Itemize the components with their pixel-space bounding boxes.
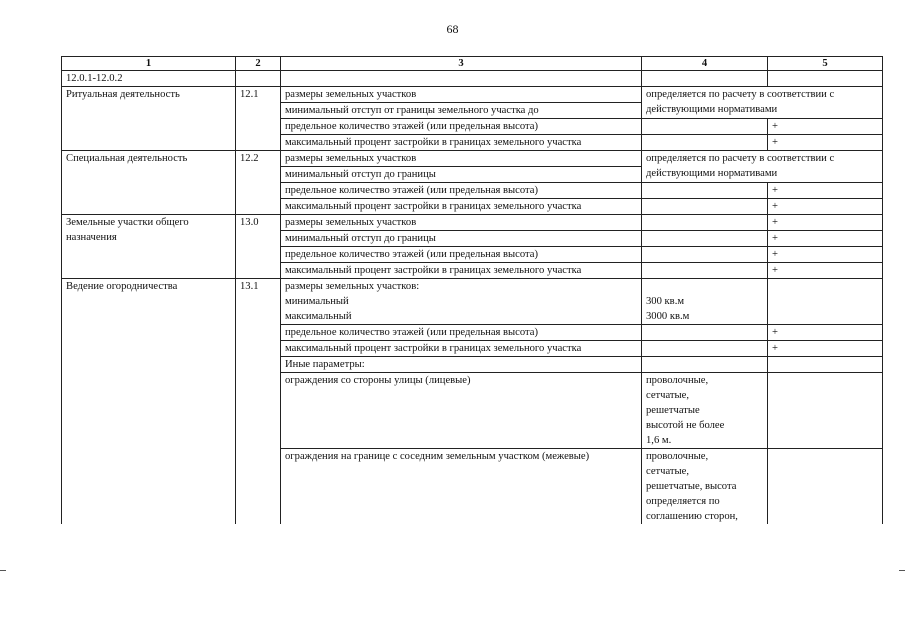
param-cell: размеры земельных участков	[281, 87, 642, 103]
param-cell: максимальный процент застройки в границах земельного участка	[281, 135, 642, 151]
use-code-cell: 12.1	[236, 87, 281, 151]
header-col-2: 2	[236, 57, 281, 71]
param-cell: размеры земельных участков	[281, 215, 642, 231]
page-number: 68	[446, 22, 459, 36]
header-col-5: 5	[768, 57, 883, 71]
value-cell	[642, 215, 768, 231]
mark-cell	[768, 357, 883, 373]
size-min-label: минимальный	[285, 296, 349, 307]
merged-value-cell: определяется по расчету в соответствии с действующими нормативами	[642, 151, 883, 183]
value-cell	[642, 119, 768, 135]
param-cell: минимальный отступ до границы	[281, 231, 642, 247]
value-cell	[642, 263, 768, 279]
fence-value-cell	[642, 373, 768, 449]
use-code-cell: 13.0	[236, 215, 281, 279]
table-row	[62, 215, 883, 231]
table-row	[62, 279, 883, 325]
value-cell	[642, 247, 768, 263]
mark-cell: +	[768, 325, 883, 341]
fence-value-line: сетчатые,	[646, 390, 690, 401]
crop-mark	[0, 570, 6, 571]
table-row	[62, 71, 883, 87]
use-name-cell: Ведение огородничества	[62, 279, 236, 525]
carry-code-cell: 12.0.1-12.0.2	[62, 71, 236, 87]
header-col-4: 4	[642, 57, 768, 71]
size-label: размеры земельных участков:	[285, 281, 420, 292]
param-cell: максимальный процент застройки в границах земельного участка	[281, 341, 642, 357]
table-row	[62, 87, 883, 103]
mark-cell: +	[768, 135, 883, 151]
mark-cell: +	[768, 263, 883, 279]
value-cell	[642, 325, 768, 341]
header-col-3: 3	[281, 57, 642, 71]
value-cell	[642, 341, 768, 357]
size-max-value: 3000 кв.м	[646, 311, 690, 322]
size-min-value: 300 кв.м	[646, 296, 685, 307]
fence-value-line: проволочные,	[646, 451, 709, 462]
mark-cell: +	[768, 247, 883, 263]
param-cell: предельное количество этажей (или предельная высота)	[281, 119, 642, 135]
crop-mark	[899, 570, 905, 571]
param-cell: предельное количество этажей (или предельная высота)	[281, 247, 642, 263]
value-cell	[642, 135, 768, 151]
fence-value-line: сетчатые,	[646, 466, 690, 477]
param-cell: минимальный отступ от границы земельного участка до	[281, 103, 642, 119]
use-name-cell: Земельные участки общего назначения	[62, 215, 236, 279]
param-cell: максимальный процент застройки в границах земельного участка	[281, 199, 642, 215]
size-max-label: максимальный	[285, 311, 352, 322]
use-code-cell: 13.1	[236, 279, 281, 525]
mark-cell: +	[768, 231, 883, 247]
use-name-cell: Ритуальная деятельность	[62, 87, 236, 151]
value-cell	[642, 231, 768, 247]
param-cell: предельное количество этажей (или предельная высота)	[281, 325, 642, 341]
fence-value-line: решетчатые	[646, 405, 700, 416]
param-cell: Иные параметры:	[281, 357, 642, 373]
param-cell: минимальный отступ до границы	[281, 167, 642, 183]
value-cell	[642, 199, 768, 215]
value-cell	[642, 357, 768, 373]
size-value-cell	[642, 279, 768, 325]
fence-value-line: высотой не более	[646, 420, 725, 431]
param-cell: размеры земельных участков	[281, 151, 642, 167]
table-row	[62, 151, 883, 167]
use-name-cell: Специальная деятельность	[62, 151, 236, 215]
header-row	[62, 57, 883, 71]
param-cell: предельное количество этажей (или предельная высота)	[281, 183, 642, 199]
size-param-cell	[281, 279, 642, 325]
parameters-table	[61, 56, 883, 524]
mark-cell: +	[768, 215, 883, 231]
fence-param-cell: ограждения со стороны улицы (лицевые)	[281, 373, 642, 449]
fence-param-cell: ограждения на границе с соседним земельным участком (межевые)	[281, 449, 642, 525]
param-cell: максимальный процент застройки в границах земельного участка	[281, 263, 642, 279]
fence-value-cell	[642, 449, 768, 525]
mark-cell: +	[768, 199, 883, 215]
merged-value-cell: определяется по расчету в соответствии с действующими нормативами	[642, 87, 883, 119]
fence-value-line: решетчатые, высота	[646, 481, 737, 492]
fence-value-line: определяется по	[646, 496, 720, 507]
mark-cell: +	[768, 183, 883, 199]
value-cell	[642, 183, 768, 199]
fence-value-line: проволочные,	[646, 375, 709, 386]
fence-value-line: соглашению сторон,	[646, 511, 738, 522]
mark-cell: +	[768, 119, 883, 135]
mark-cell: +	[768, 341, 883, 357]
header-col-1: 1	[62, 57, 236, 71]
use-code-cell: 12.2	[236, 151, 281, 215]
fence-value-line: 1,6 м.	[646, 435, 672, 446]
